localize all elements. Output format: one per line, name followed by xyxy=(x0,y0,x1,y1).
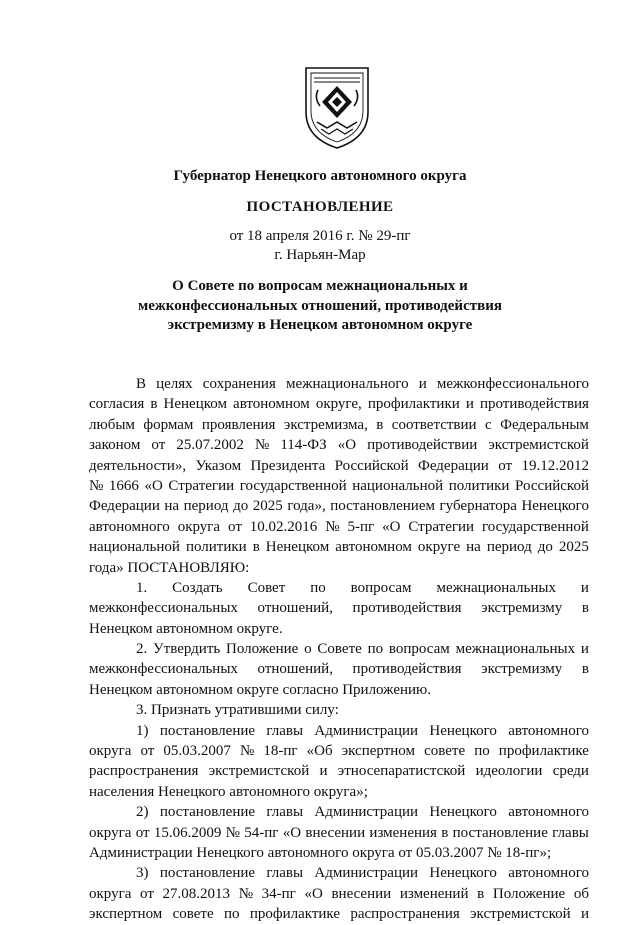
body-word: вопросам xyxy=(388,641,450,658)
body-line xyxy=(89,843,589,863)
body-word: 2) xyxy=(136,804,149,821)
body-word: политики xyxy=(448,477,510,494)
body-word: сохранения xyxy=(202,376,276,392)
body-word: и xyxy=(319,763,328,780)
document-date-number: от 18 апреля 2016 г. № 29-пг xyxy=(229,228,411,244)
body-word: о xyxy=(304,641,312,658)
body-line xyxy=(89,802,589,822)
document-subject xyxy=(0,277,640,336)
body-word: № xyxy=(225,824,240,841)
body-word: 05.03.2007 xyxy=(163,743,231,760)
body-line xyxy=(89,904,589,924)
body-word: в xyxy=(150,396,158,413)
body-word: от xyxy=(140,743,155,760)
body-line xyxy=(89,782,589,802)
body-word: политики xyxy=(185,539,247,556)
body-line xyxy=(89,517,589,537)
subject-line: межконфессиональных отношений, противодействия xyxy=(138,297,502,314)
body-line xyxy=(89,496,589,516)
body-word: № xyxy=(240,743,255,760)
body-word: 1666 xyxy=(108,477,139,494)
body-word: автономного xyxy=(508,865,589,882)
body-word: постановление xyxy=(159,865,256,882)
body-word: Федеральным xyxy=(500,416,589,433)
body-word: «О xyxy=(282,824,302,841)
body-word: Ненецкого xyxy=(429,722,497,739)
body-word: Ненецкого xyxy=(429,804,497,821)
body-word: межконфессиональных xyxy=(89,600,238,617)
body-word: Федерации xyxy=(417,457,489,474)
body-word: любым xyxy=(89,416,135,433)
body-line xyxy=(89,823,589,843)
document-type: ПОСТАНОВЛЕНИЕ xyxy=(246,199,394,215)
body-word: Ненецкого xyxy=(429,865,497,882)
body-word: экспертном xyxy=(89,906,163,923)
body-word: период xyxy=(183,498,229,515)
body-word: экспертном xyxy=(341,743,415,760)
body-word: до xyxy=(233,498,249,515)
body-line xyxy=(89,456,589,476)
body-line-text: 3. Признать утратившими силу: xyxy=(136,702,339,719)
body-word: национальной xyxy=(352,477,444,494)
body-word: 2. xyxy=(136,641,148,658)
body-word: 114-ФЗ xyxy=(280,437,327,454)
body-word: «О xyxy=(337,437,357,454)
body-word: Федерации xyxy=(89,498,160,515)
body-word: 2025 xyxy=(252,498,283,515)
body-line-text: Ненецком автономном округе согласно Приложению. xyxy=(89,681,432,698)
body-word: округа xyxy=(177,518,221,535)
body-word: главы xyxy=(552,824,589,841)
body-word: 25.07.2002 xyxy=(176,437,244,454)
body-word: по xyxy=(474,743,490,760)
body-word: среди xyxy=(552,763,589,780)
body-line xyxy=(89,761,589,781)
body-word: проявления xyxy=(201,416,276,433)
body-word: Ненецком xyxy=(265,539,330,556)
body-word: «Об xyxy=(306,743,333,760)
body-word: противодействия xyxy=(352,661,462,678)
body-word: межнациональных xyxy=(455,641,576,658)
body-word: Администрации xyxy=(314,804,419,821)
body-line xyxy=(89,374,589,394)
body-word: Российской xyxy=(515,477,589,494)
body-line xyxy=(89,394,589,414)
body-word: № xyxy=(325,518,340,535)
body-word: идеологии xyxy=(475,763,543,780)
body-line xyxy=(89,415,589,435)
body-word: и xyxy=(580,579,589,596)
body-word: 1) xyxy=(136,722,149,739)
body-word: противодействия xyxy=(479,396,589,413)
subject-line: экстремизму в Ненецком автономном округе xyxy=(167,317,473,333)
body-word: в xyxy=(477,885,485,902)
body-word: округа xyxy=(89,824,132,841)
body-word: постановление xyxy=(159,722,256,739)
body-line xyxy=(89,680,589,700)
body-word: вопросам xyxy=(350,579,412,596)
body-word: распространения xyxy=(350,906,460,923)
body-word: № xyxy=(238,885,253,902)
body-word: автономном xyxy=(233,396,310,413)
body-word: Администрации xyxy=(314,722,419,739)
body-word: «О xyxy=(304,885,323,902)
body-word: округе xyxy=(417,539,461,556)
document-body xyxy=(89,374,589,925)
body-word: изменений xyxy=(399,885,469,902)
body-word: в xyxy=(441,824,449,841)
body-word: автономного xyxy=(508,722,589,739)
body-word: В xyxy=(136,376,147,392)
body-word: профилактики xyxy=(367,396,460,413)
body-word: в xyxy=(252,539,260,556)
body-word: в xyxy=(581,661,589,678)
body-word: автономном xyxy=(335,539,412,556)
body-word: постановлением xyxy=(330,498,435,515)
body-word: распространения xyxy=(89,763,199,780)
authority-title: Губернатор Ненецкого автономного округа xyxy=(173,168,467,184)
body-word: 3) xyxy=(136,865,149,882)
body-word: и xyxy=(418,376,427,392)
body-word: Президента xyxy=(250,457,326,474)
body-word: противодействия xyxy=(352,600,462,617)
body-word: 27.08.2013 xyxy=(162,885,231,902)
body-word: губернатора xyxy=(439,498,517,515)
body-word: Утвердить xyxy=(153,641,221,658)
body-word: на xyxy=(466,539,481,556)
body-word: межконфессиональных xyxy=(89,661,238,678)
body-word: соответствии xyxy=(391,416,477,433)
body-line xyxy=(89,659,589,679)
body-word: от xyxy=(135,824,150,841)
subject-line: О Совете по вопросам межнациональных и xyxy=(172,278,468,294)
body-word: законом xyxy=(89,437,141,454)
document-city: г. Нарьян-Мар xyxy=(274,247,366,263)
body-word: Стратегии xyxy=(408,518,475,535)
body-word: отношений, xyxy=(257,600,333,617)
body-word: согласия xyxy=(89,396,145,413)
body-word: Ненецкого xyxy=(521,498,589,515)
body-word: округа xyxy=(89,743,132,760)
body-word: по xyxy=(310,579,326,596)
body-word: 19.12.2012 xyxy=(521,457,589,474)
body-word: 5-пг xyxy=(347,518,375,535)
body-word: Положение xyxy=(492,885,566,902)
body-word: Ненецком xyxy=(163,396,227,413)
body-line xyxy=(89,619,589,639)
body-line xyxy=(89,578,589,598)
body-word: государственной xyxy=(482,518,589,535)
body-line xyxy=(89,558,589,578)
body-line xyxy=(89,476,589,496)
body-word: и xyxy=(580,641,589,658)
body-word: противодействии xyxy=(367,437,478,454)
body-word: с xyxy=(485,416,492,433)
body-word: по xyxy=(223,906,240,923)
body-word: 10.02.2016 xyxy=(249,518,318,535)
body-word: постановление xyxy=(159,804,256,821)
coat-of-arms-emblem xyxy=(300,62,374,152)
body-word: 1. xyxy=(136,579,148,596)
body-word: целях xyxy=(156,376,193,392)
body-word: от xyxy=(151,437,166,454)
body-word: № xyxy=(89,477,104,494)
body-word: главы xyxy=(266,722,304,739)
body-word: округе, xyxy=(315,396,362,413)
body-word: внесении xyxy=(305,824,366,841)
body-line xyxy=(89,884,589,904)
body-word: совете xyxy=(424,743,466,760)
body-line-text: населения Ненецкого автономного округа»; xyxy=(89,783,368,800)
body-word: 54-пг xyxy=(244,824,279,841)
body-word: и xyxy=(580,906,589,923)
body-word: 2025 xyxy=(558,539,589,556)
body-word: 15.06.2009 xyxy=(153,824,222,841)
body-word: совете xyxy=(172,906,214,923)
body-word: главы xyxy=(266,804,304,821)
body-line xyxy=(89,639,589,659)
body-word: экстремизму xyxy=(481,661,563,678)
body-word: «О xyxy=(144,477,163,494)
body-word: профилактике xyxy=(498,743,589,760)
body-word: автономного xyxy=(508,804,589,821)
body-word: межнациональных xyxy=(436,579,556,596)
body-word: «О xyxy=(382,518,401,535)
body-word: Указом xyxy=(195,457,242,474)
body-word: государственной xyxy=(239,477,347,494)
body-word: от xyxy=(228,518,242,535)
body-word: в xyxy=(581,600,589,617)
body-word: Совет xyxy=(247,579,286,596)
body-word: округа xyxy=(89,885,132,902)
body-line xyxy=(89,863,589,883)
body-word: межнационального xyxy=(285,376,409,392)
body-word: главы xyxy=(266,865,304,882)
body-line xyxy=(89,537,589,557)
body-line xyxy=(89,598,589,618)
body-word: этносепаратистской xyxy=(337,763,466,780)
body-word: экстремистской xyxy=(470,906,571,923)
body-word: межконфессионального xyxy=(436,376,589,392)
body-word: национальной xyxy=(89,539,180,556)
body-word: Положение xyxy=(226,641,299,658)
body-line-text: года» ПОСТАНОВЛЯЮ: xyxy=(89,559,250,576)
body-word: 34-пг xyxy=(261,885,296,902)
body-word: до xyxy=(537,539,553,556)
body-word: № xyxy=(254,437,270,454)
body-word: по xyxy=(367,641,384,658)
body-word: от xyxy=(140,885,154,902)
body-word: внесении xyxy=(331,885,392,902)
body-word: период xyxy=(486,539,532,556)
body-line-text: Ненецком автономном округе. xyxy=(89,620,283,637)
body-word: Создать xyxy=(172,579,223,596)
body-line xyxy=(89,721,589,741)
body-word: постановление xyxy=(452,824,548,841)
body-word: от xyxy=(498,457,513,474)
body-word: отношений, xyxy=(257,661,333,678)
body-word: Стратегии xyxy=(168,477,235,494)
body-word: экстремистской xyxy=(488,437,589,454)
body-word: на xyxy=(164,498,180,515)
body-word: экстремистской xyxy=(208,763,310,780)
body-word: автономного xyxy=(89,518,170,535)
body-line-text: Администрации Ненецкого автономного округа от 05.03.2007 № 18-пг»; xyxy=(89,844,552,861)
body-line xyxy=(89,435,589,455)
body-word: экстремизму xyxy=(481,600,563,617)
body-line xyxy=(89,700,589,720)
body-word: Администрации xyxy=(314,865,419,882)
body-word: деятельности», xyxy=(89,457,187,474)
body-word: изменения xyxy=(369,824,437,841)
body-word: Совете xyxy=(317,641,362,658)
body-word: и xyxy=(465,396,474,413)
body-line xyxy=(89,741,589,761)
body-word: Российской xyxy=(334,457,409,474)
body-word: об xyxy=(573,885,589,902)
body-word: 18-пг xyxy=(263,743,298,760)
body-word: формам xyxy=(143,416,194,433)
body-word: экстремизма, xyxy=(283,416,368,433)
body-word: профилактике xyxy=(249,906,341,923)
body-word: в xyxy=(376,416,384,433)
body-word: года», xyxy=(287,498,326,515)
